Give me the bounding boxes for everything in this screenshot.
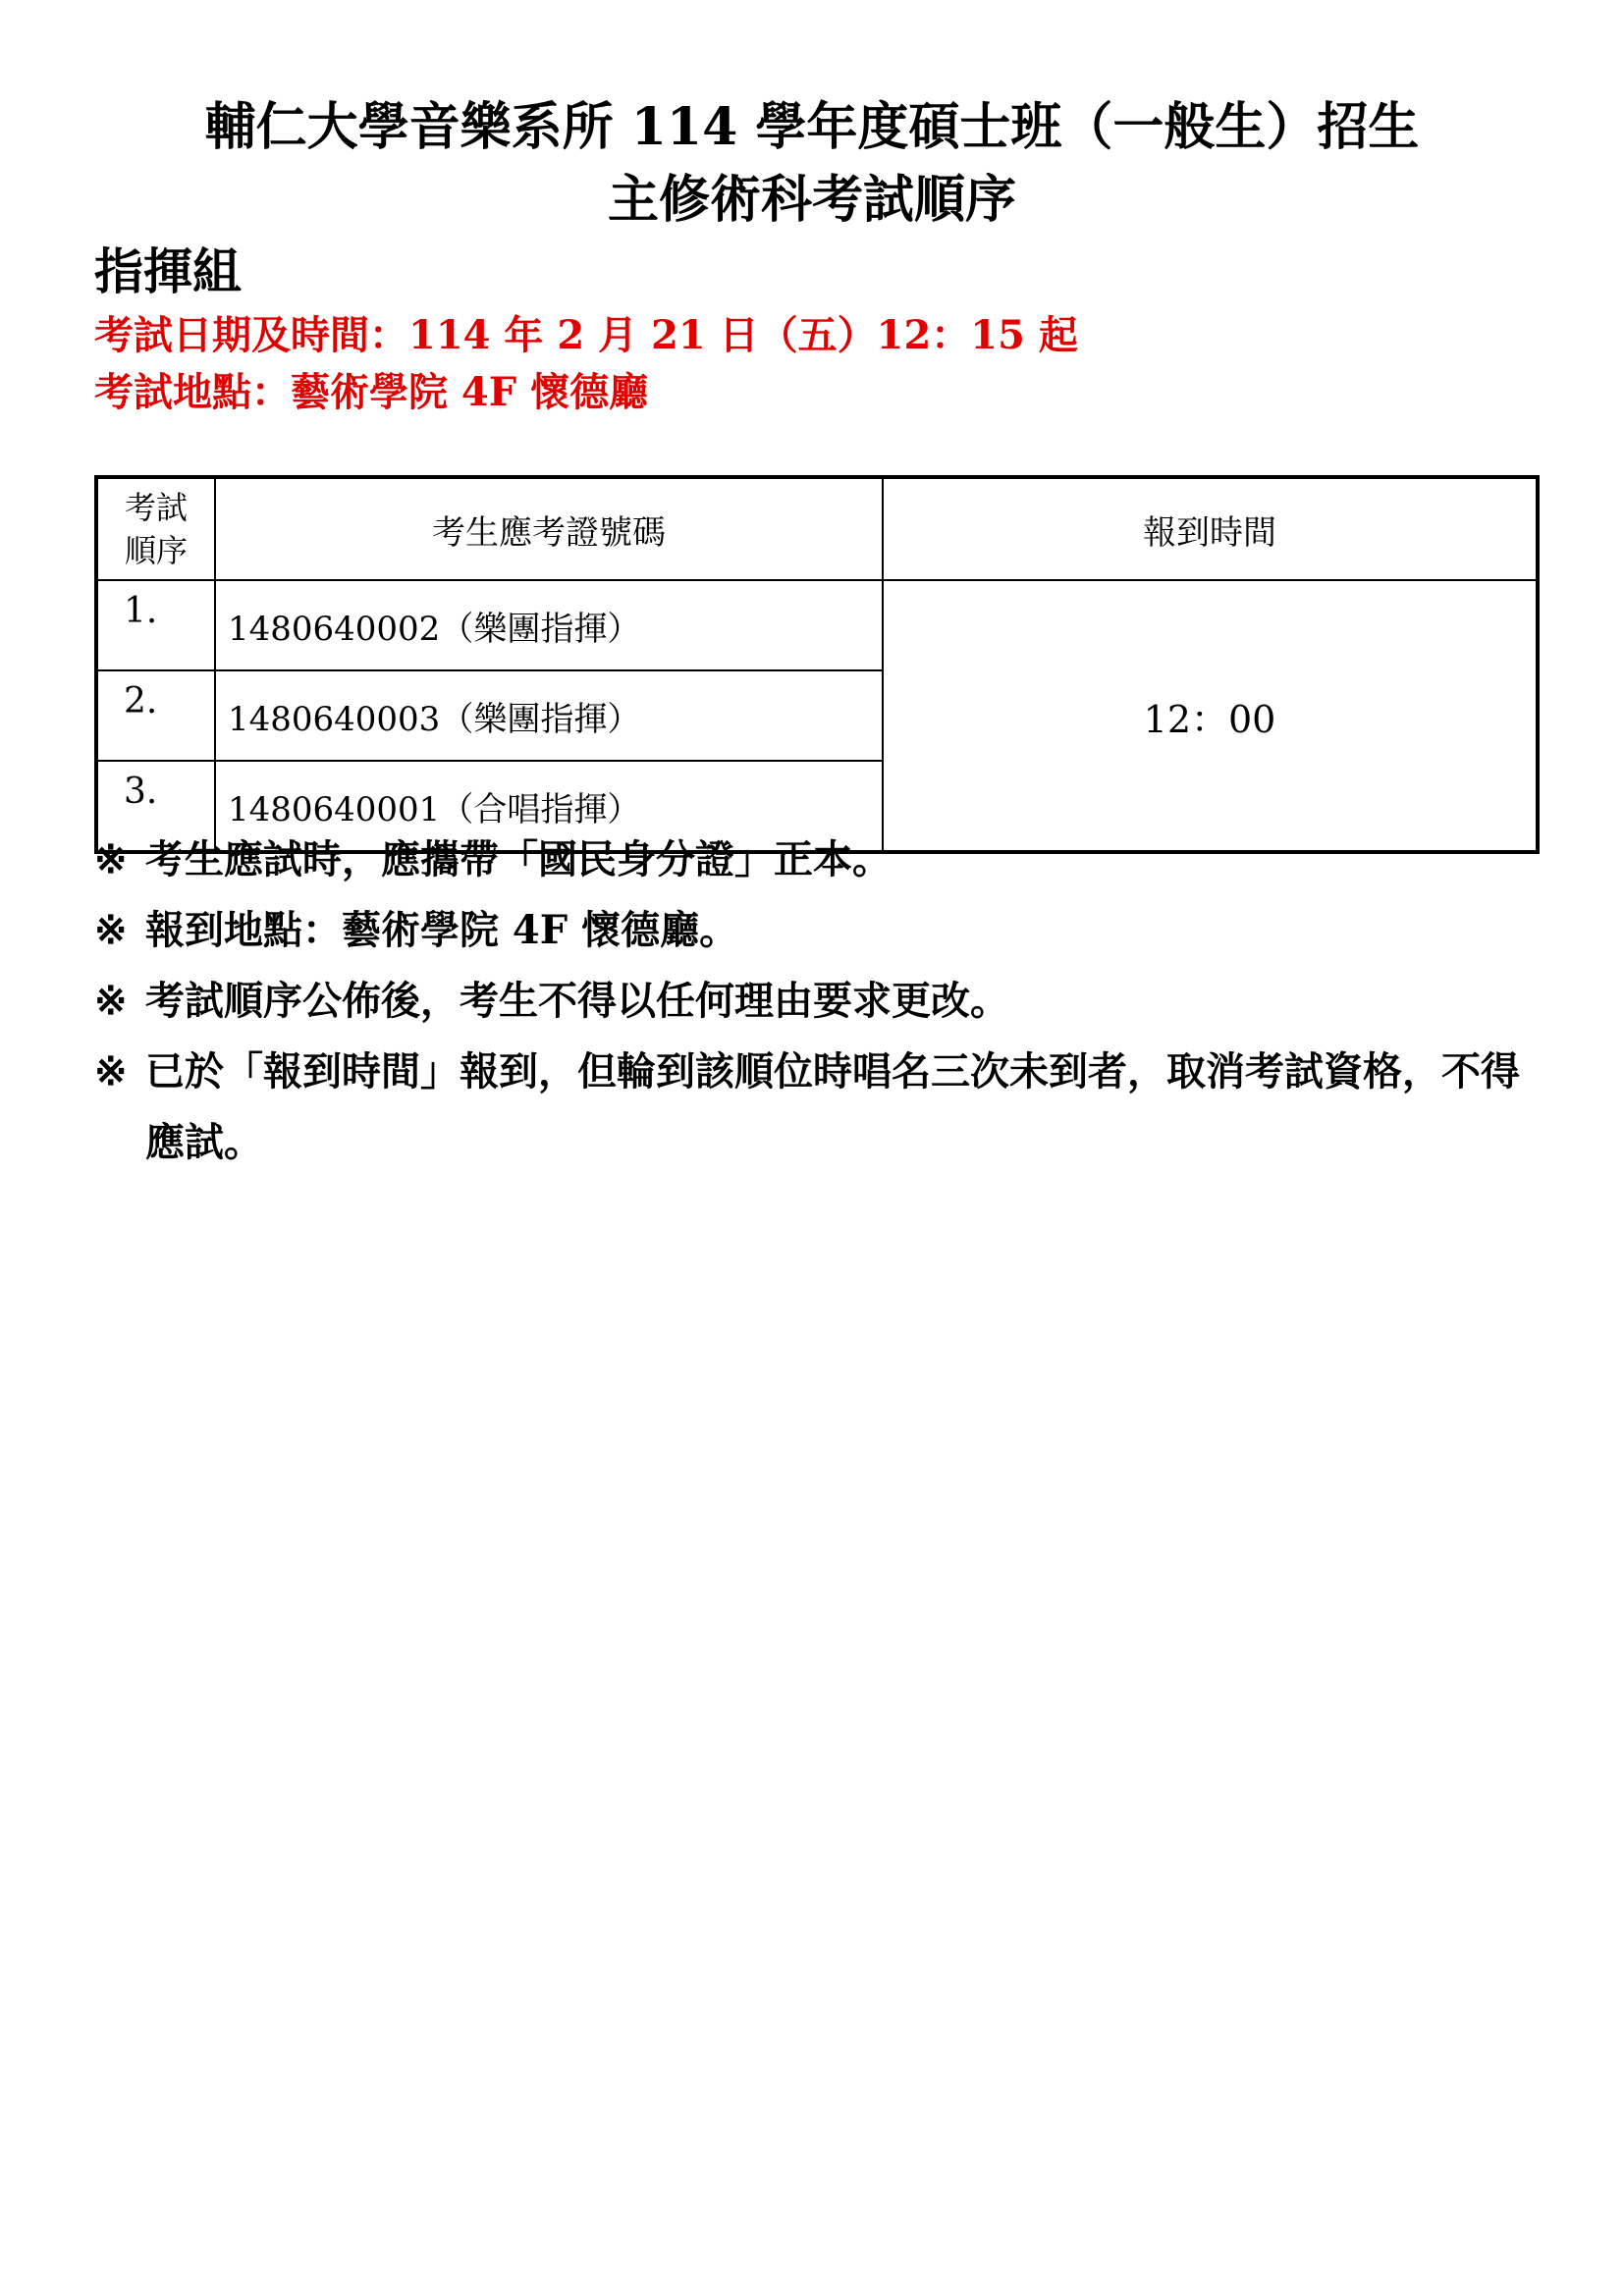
- table-row: [96, 580, 1538, 670]
- note-item: [94, 825, 1528, 895]
- header-checkin-time: 報到時間: [883, 477, 1538, 580]
- row-candidate: 1480640001（合唱指揮）: [215, 761, 883, 852]
- notes-list: [94, 825, 1528, 1178]
- row-candidate: 1480640003（樂團指揮）: [215, 670, 883, 761]
- note-text: 報到地點：藝術學院 4F 懷德廳。: [145, 907, 739, 953]
- header-order-line1: 考試: [124, 489, 188, 526]
- header-order-line2: 順序: [124, 532, 188, 569]
- exam-location: 考試地點：藝術學院 4F 懷德廳: [94, 369, 649, 415]
- note-item: [94, 1037, 1528, 1178]
- checkin-time-value: 12：00: [883, 580, 1538, 852]
- row-order: 1.: [96, 580, 215, 670]
- group-heading: 指揮組: [94, 242, 242, 300]
- note-mark: ※: [94, 1048, 128, 1095]
- note-text: 考生應試時，應攜帶「國民身分證」正本。: [145, 836, 892, 882]
- note-mark: ※: [94, 836, 128, 882]
- note-text: 考試順序公佈後，考生不得以任何理由要求更改。: [145, 978, 1009, 1024]
- page-title: 輔仁大學音樂系所 114 學年度碩士班（一般生）招生: [204, 97, 1420, 157]
- exam-datetime: 考試日期及時間：114 年 2 月 21 日（五）12：15 起: [94, 312, 1078, 358]
- note-mark: ※: [94, 978, 128, 1024]
- page-subtitle: 主修術科考試順序: [607, 170, 1016, 230]
- note-item: [94, 895, 1528, 966]
- header-candidate-id: 考生應考證號碼: [215, 477, 883, 580]
- note-text: 已於「報到時間」報到，但輪到該順位時唱名三次未到者，取消考試資格，不得應試。: [145, 1048, 1520, 1165]
- table-header-row: [96, 477, 1538, 580]
- row-candidate: 1480640002（樂團指揮）: [215, 580, 883, 670]
- note-item: [94, 966, 1528, 1037]
- row-order: 2.: [96, 670, 215, 761]
- note-mark: ※: [94, 907, 128, 953]
- header-order: [96, 477, 215, 580]
- exam-order-table: [94, 475, 1540, 854]
- row-order: 3.: [96, 761, 215, 852]
